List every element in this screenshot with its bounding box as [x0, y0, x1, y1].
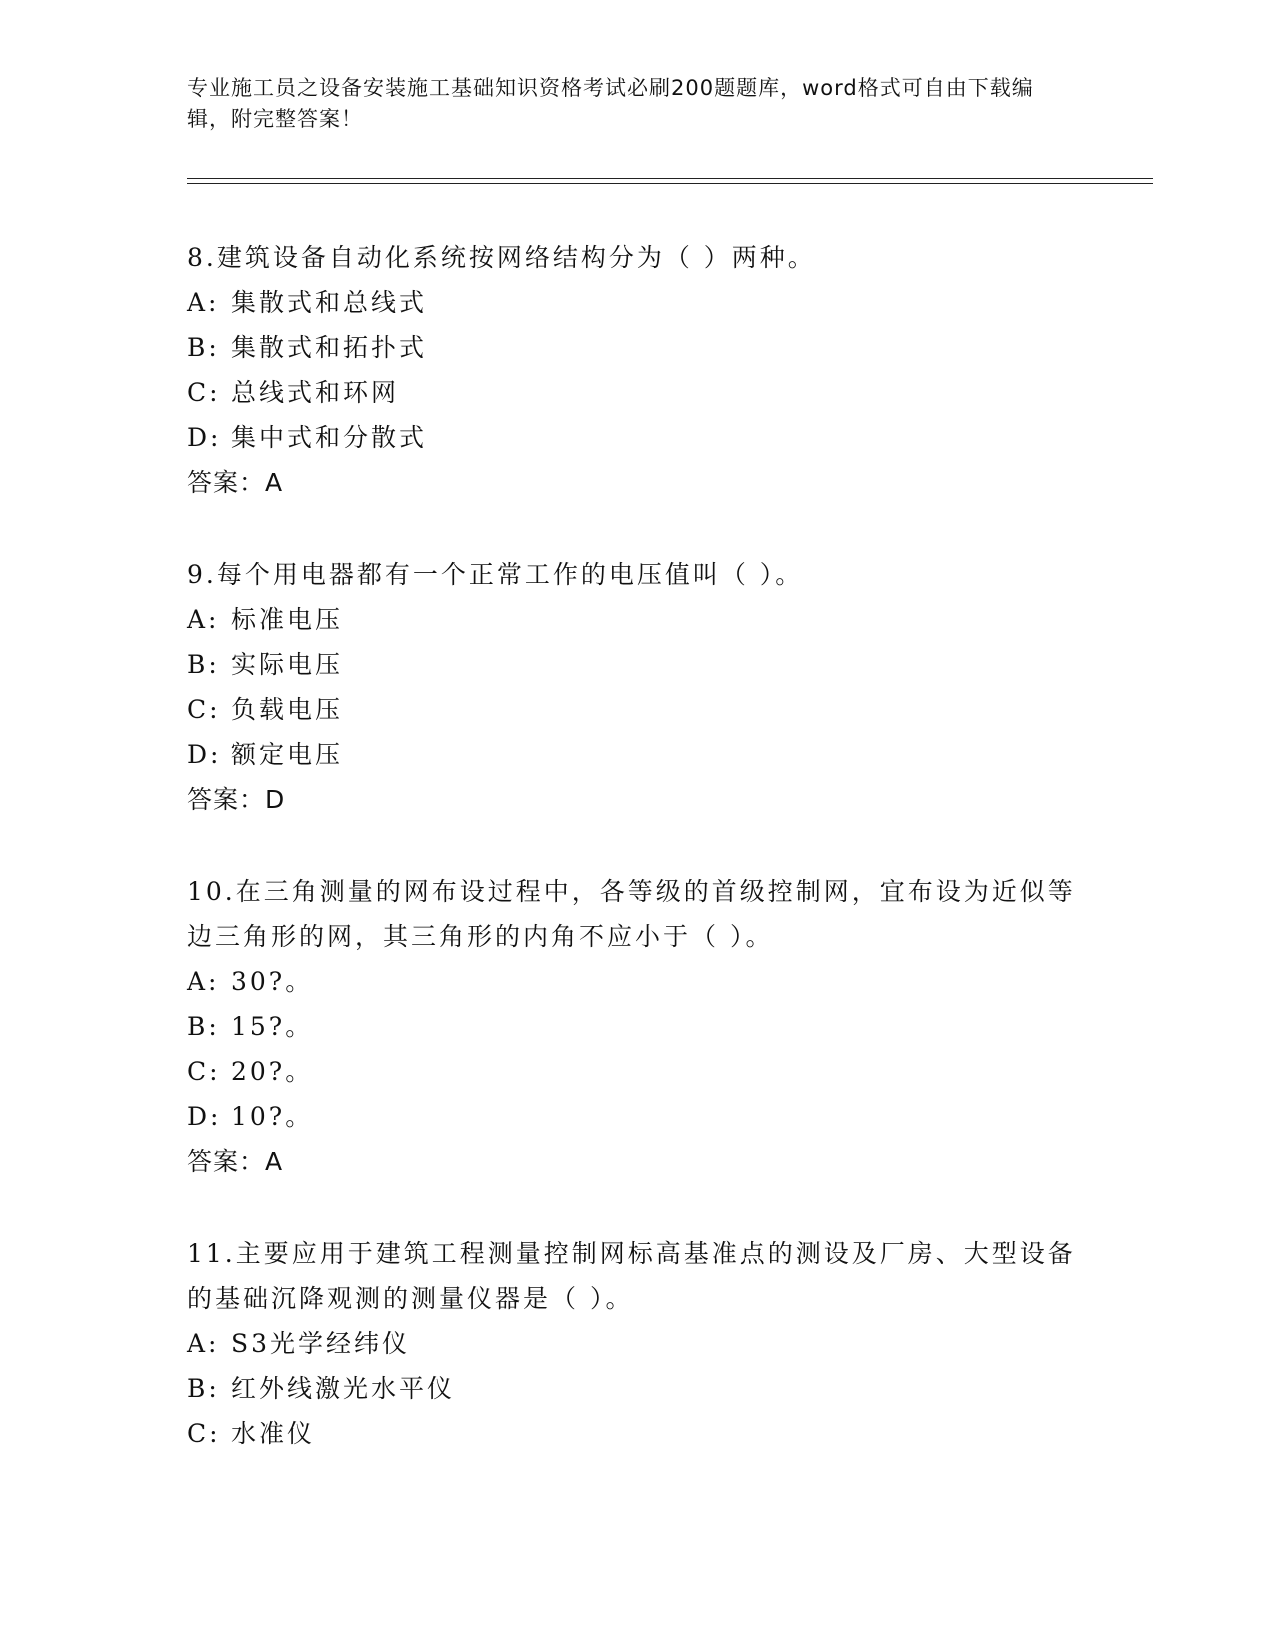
option-a — [187, 280, 1087, 325]
option-d — [187, 1094, 1087, 1139]
option-text: 额定电压 — [231, 740, 344, 769]
option-c — [187, 1049, 1087, 1094]
option-text: S3光学经纬仪 — [231, 1329, 411, 1358]
option-letter: B: — [187, 333, 220, 362]
question-list — [187, 235, 1087, 1503]
option-letter: B: — [187, 650, 220, 679]
question-8 — [187, 235, 1087, 505]
option-letter: B: — [187, 1374, 220, 1403]
option-d — [187, 415, 1087, 460]
option-letter: C: — [187, 378, 221, 407]
question-9 — [187, 552, 1087, 822]
option-letter: A: — [187, 605, 220, 634]
option-letter: B: — [187, 1012, 220, 1041]
option-text: 20?。 — [231, 1057, 314, 1086]
answer-line: 答案：D — [187, 785, 286, 814]
option-b — [187, 1366, 1087, 1411]
option-text: 30?。 — [231, 967, 314, 996]
option-letter: D: — [187, 423, 222, 452]
question-text: 9.每个用电器都有一个正常工作的电压值叫（ ）。 — [187, 560, 804, 589]
answer-line: 答案：A — [187, 468, 284, 497]
option-b — [187, 642, 1087, 687]
option-text: 总线式和环网 — [231, 378, 400, 407]
option-c — [187, 1411, 1087, 1456]
option-text: 集中式和分散式 — [231, 423, 428, 452]
option-text: 集散式和总线式 — [231, 288, 428, 317]
option-letter: A: — [187, 967, 220, 996]
option-text: 实际电压 — [231, 650, 344, 679]
option-a — [187, 1321, 1087, 1366]
option-a — [187, 959, 1087, 1004]
option-text: 集散式和拓扑式 — [231, 333, 428, 362]
option-letter: C: — [187, 1057, 221, 1086]
option-letter: A: — [187, 288, 220, 317]
option-letter: D: — [187, 1102, 222, 1131]
option-c — [187, 687, 1087, 732]
option-text: 红外线激光水平仪 — [231, 1374, 456, 1403]
option-letter: C: — [187, 695, 221, 724]
option-text: 标准电压 — [231, 605, 344, 634]
document-header: 专业施工员之设备安装施工基础知识资格考试必刷200题题库，word格式可自由下载编辑，附完整答案！ — [187, 76, 1034, 131]
option-text: 负载电压 — [231, 695, 344, 724]
question-11 — [187, 1231, 1087, 1456]
option-a — [187, 597, 1087, 642]
option-letter: C: — [187, 1419, 221, 1448]
option-c — [187, 370, 1087, 415]
option-letter: A: — [187, 1329, 220, 1358]
question-text: 10.在三角测量的网布设过程中，各等级的首级控制网，宜布设为近似等边三角形的网，其三角形的内角不应小于（ ）。 — [187, 877, 1076, 951]
option-b — [187, 1004, 1087, 1049]
option-letter: D: — [187, 740, 222, 769]
header-rule-bottom — [187, 183, 1153, 184]
option-b — [187, 325, 1087, 370]
header-rule-top — [187, 178, 1153, 179]
option-text: 15?。 — [231, 1012, 314, 1041]
option-text: 10?。 — [231, 1102, 314, 1131]
question-10 — [187, 869, 1087, 1184]
question-text: 11.主要应用于建筑工程测量控制网标高基准点的测设及厂房、大型设备的基础沉降观测的测量仪器是（ ）。 — [187, 1239, 1076, 1313]
question-text: 8.建筑设备自动化系统按网络结构分为（ ）两种。 — [187, 243, 816, 272]
option-text: 水准仪 — [231, 1419, 316, 1448]
option-d — [187, 732, 1087, 777]
answer-line: 答案：A — [187, 1147, 284, 1176]
